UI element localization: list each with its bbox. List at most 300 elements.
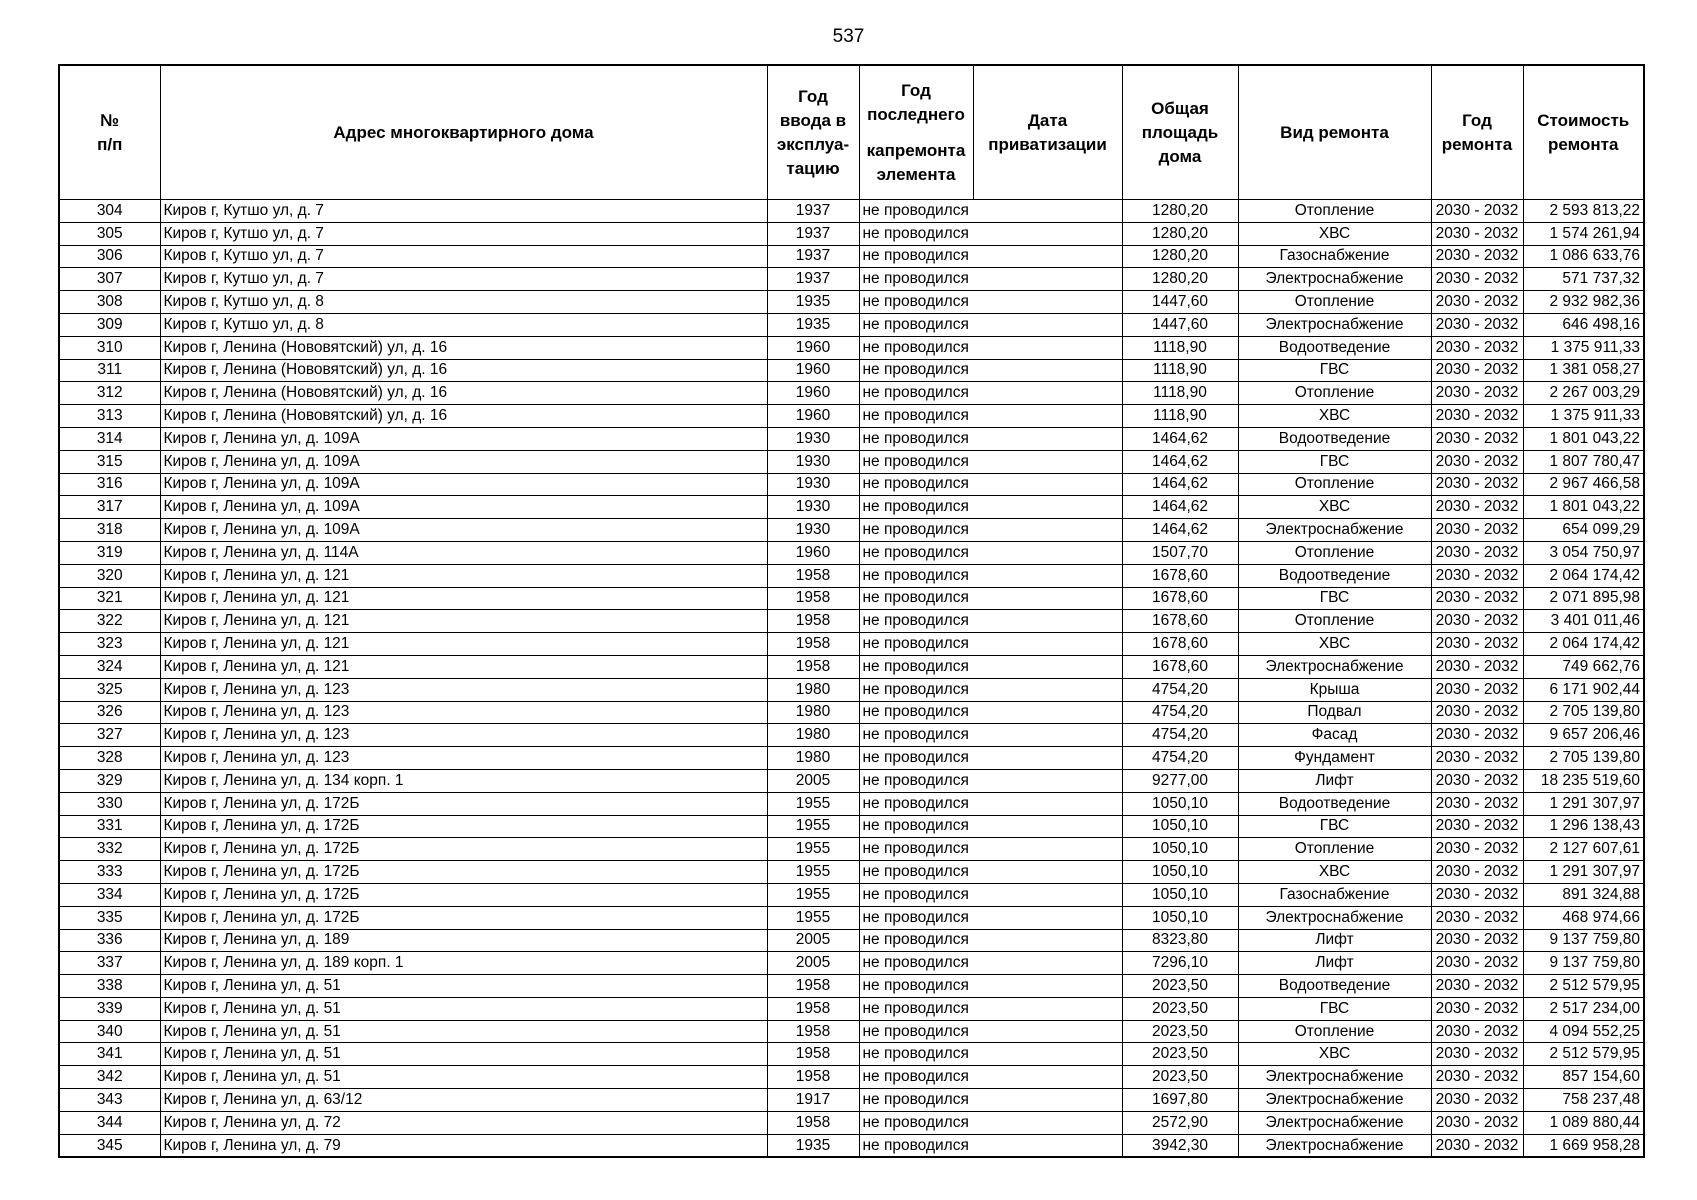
cell-repair-year: 2030 - 2032 <box>1431 655 1523 678</box>
cell-address: Киров г, Ленина ул, д. 79 <box>160 1134 767 1157</box>
cell-area: 1507,70 <box>1122 541 1238 564</box>
cell-number: 323 <box>59 633 160 656</box>
cell-cost: 749 662,76 <box>1523 655 1644 678</box>
cell-repair-type: Электроснабжение <box>1238 1066 1431 1089</box>
table-row <box>59 1134 1644 1157</box>
cell-address: Киров г, Ленина ул, д. 72 <box>160 1111 767 1134</box>
cell-number: 344 <box>59 1111 160 1134</box>
table-row <box>59 382 1644 405</box>
header-line: дома <box>1158 146 1202 166</box>
cell-repair-type: Отопление <box>1238 838 1431 861</box>
cell-repair-year: 2030 - 2032 <box>1431 1089 1523 1112</box>
cell-last-repair: не проводился <box>859 336 973 359</box>
cell-last-repair: не проводился <box>859 792 973 815</box>
cell-year-built: 1930 <box>767 427 859 450</box>
cell-last-repair: не проводился <box>859 222 973 245</box>
cell-area: 4754,20 <box>1122 701 1238 724</box>
table-row <box>59 883 1644 906</box>
cell-area: 2023,50 <box>1122 1043 1238 1066</box>
cell-number: 343 <box>59 1089 160 1112</box>
cell-privatization <box>973 450 1122 473</box>
cell-last-repair: не проводился <box>859 200 973 223</box>
cell-repair-year: 2030 - 2032 <box>1431 701 1523 724</box>
cell-area: 1280,20 <box>1122 245 1238 268</box>
cell-privatization <box>973 359 1122 382</box>
cell-number: 342 <box>59 1066 160 1089</box>
cell-cost: 2 705 139,80 <box>1523 701 1644 724</box>
cell-number: 317 <box>59 496 160 519</box>
cell-area: 1050,10 <box>1122 792 1238 815</box>
cell-last-repair: не проводился <box>859 405 973 428</box>
cell-last-repair: не проводился <box>859 610 973 633</box>
cell-cost: 2 071 895,98 <box>1523 587 1644 610</box>
cell-repair-type: ХВС <box>1238 405 1431 428</box>
table-row <box>59 519 1644 542</box>
cell-repair-type: Электроснабжение <box>1238 268 1431 291</box>
cell-address: Киров г, Ленина ул, д. 51 <box>160 1043 767 1066</box>
cell-year-built: 1930 <box>767 496 859 519</box>
cell-last-repair: не проводился <box>859 1020 973 1043</box>
cell-privatization <box>973 883 1122 906</box>
cell-number: 309 <box>59 313 160 336</box>
table-row <box>59 678 1644 701</box>
cell-repair-year: 2030 - 2032 <box>1431 200 1523 223</box>
cell-number: 339 <box>59 997 160 1020</box>
cell-repair-year: 2030 - 2032 <box>1431 1111 1523 1134</box>
cell-number: 338 <box>59 975 160 998</box>
cell-cost: 3 401 011,46 <box>1523 610 1644 633</box>
table-row <box>59 291 1644 314</box>
cell-last-repair: не проводился <box>859 382 973 405</box>
table-row <box>59 997 1644 1020</box>
cell-area: 1464,62 <box>1122 450 1238 473</box>
cell-year-built: 2005 <box>767 769 859 792</box>
table-row <box>59 405 1644 428</box>
cell-year-built: 1958 <box>767 1043 859 1066</box>
cell-repair-year: 2030 - 2032 <box>1431 1020 1523 1043</box>
cell-privatization <box>973 564 1122 587</box>
cell-privatization <box>973 815 1122 838</box>
cell-address: Киров г, Ленина ул, д. 109А <box>160 473 767 496</box>
header-line: Год <box>798 86 828 106</box>
cell-address: Киров г, Ленина ул, д. 189 <box>160 929 767 952</box>
table-row <box>59 496 1644 519</box>
cell-repair-year: 2030 - 2032 <box>1431 222 1523 245</box>
cell-year-built: 1960 <box>767 336 859 359</box>
cell-area: 1050,10 <box>1122 861 1238 884</box>
cell-number: 305 <box>59 222 160 245</box>
cell-address: Киров г, Ленина ул, д. 121 <box>160 587 767 610</box>
cell-area: 1697,80 <box>1122 1089 1238 1112</box>
cell-number: 313 <box>59 405 160 428</box>
cell-last-repair: не проводился <box>859 1089 973 1112</box>
cell-cost: 1 574 261,94 <box>1523 222 1644 245</box>
cell-number: 314 <box>59 427 160 450</box>
cell-repair-type: Отопление <box>1238 1020 1431 1043</box>
cell-repair-year: 2030 - 2032 <box>1431 359 1523 382</box>
cell-area: 1678,60 <box>1122 564 1238 587</box>
cell-repair-year: 2030 - 2032 <box>1431 610 1523 633</box>
cell-number: 327 <box>59 724 160 747</box>
page-number: 537 <box>832 26 865 47</box>
cell-address: Киров г, Ленина ул, д. 172Б <box>160 792 767 815</box>
cell-privatization <box>973 1066 1122 1089</box>
cell-address: Киров г, Ленина ул, д. 109А <box>160 519 767 542</box>
cell-area: 1050,10 <box>1122 838 1238 861</box>
cell-number: 321 <box>59 587 160 610</box>
cell-area: 1464,62 <box>1122 473 1238 496</box>
cell-cost: 2 932 982,36 <box>1523 291 1644 314</box>
cell-repair-year: 2030 - 2032 <box>1431 245 1523 268</box>
header-line: последнего <box>867 104 965 124</box>
table-row <box>59 336 1644 359</box>
header-line: площадь <box>1141 122 1219 142</box>
cell-address: Киров г, Ленина ул, д. 189 корп. 1 <box>160 952 767 975</box>
table-row <box>59 473 1644 496</box>
cell-area: 9277,00 <box>1122 769 1238 792</box>
cell-number: 329 <box>59 769 160 792</box>
cell-cost: 2 512 579,95 <box>1523 975 1644 998</box>
cell-year-built: 1960 <box>767 541 859 564</box>
table-row <box>59 1066 1644 1089</box>
cell-privatization <box>973 975 1122 998</box>
cell-cost: 1 807 780,47 <box>1523 450 1644 473</box>
cell-repair-year: 2030 - 2032 <box>1431 724 1523 747</box>
header-line: Год <box>901 80 931 100</box>
header-line: Общая <box>1151 98 1209 118</box>
cell-year-built: 1935 <box>767 1134 859 1157</box>
cell-privatization <box>973 610 1122 633</box>
header-year-built <box>767 65 859 200</box>
header-line: ремонта <box>1548 134 1619 154</box>
cell-area: 1118,90 <box>1122 336 1238 359</box>
cell-repair-type: Электроснабжение <box>1238 519 1431 542</box>
cell-area: 1678,60 <box>1122 633 1238 656</box>
cell-area: 1118,90 <box>1122 382 1238 405</box>
cell-number: 322 <box>59 610 160 633</box>
cell-address: Киров г, Ленина (Нововятский) ул, д. 16 <box>160 382 767 405</box>
cell-repair-year: 2030 - 2032 <box>1431 929 1523 952</box>
cell-address: Киров г, Кутшо ул, д. 8 <box>160 291 767 314</box>
cell-privatization <box>973 587 1122 610</box>
cell-address: Киров г, Ленина ул, д. 172Б <box>160 838 767 861</box>
cell-repair-year: 2030 - 2032 <box>1431 952 1523 975</box>
header-last-repair <box>859 65 973 200</box>
cell-last-repair: не проводился <box>859 838 973 861</box>
cell-privatization <box>973 1043 1122 1066</box>
cell-year-built: 1960 <box>767 359 859 382</box>
cell-repair-type: ГВС <box>1238 359 1431 382</box>
cell-privatization <box>973 655 1122 678</box>
cell-year-built: 1958 <box>767 633 859 656</box>
cell-area: 1050,10 <box>1122 883 1238 906</box>
cell-cost: 2 512 579,95 <box>1523 1043 1644 1066</box>
cell-last-repair: не проводился <box>859 313 973 336</box>
cell-privatization <box>973 838 1122 861</box>
cell-cost: 2 064 174,42 <box>1523 564 1644 587</box>
cell-last-repair: не проводился <box>859 929 973 952</box>
cell-cost: 2 267 003,29 <box>1523 382 1644 405</box>
cell-last-repair: не проводился <box>859 724 973 747</box>
cell-number: 307 <box>59 268 160 291</box>
cell-last-repair: не проводился <box>859 678 973 701</box>
header-line: эксплуа- <box>776 134 850 154</box>
cell-repair-year: 2030 - 2032 <box>1431 336 1523 359</box>
cell-number: 345 <box>59 1134 160 1157</box>
cell-year-built: 1980 <box>767 678 859 701</box>
header-line: тацию <box>786 158 840 178</box>
cell-cost: 1 801 043,22 <box>1523 427 1644 450</box>
cell-number: 333 <box>59 861 160 884</box>
cell-privatization <box>973 861 1122 884</box>
cell-cost: 2 127 607,61 <box>1523 838 1644 861</box>
cell-repair-year: 2030 - 2032 <box>1431 883 1523 906</box>
header-cost <box>1523 65 1644 200</box>
cell-repair-year: 2030 - 2032 <box>1431 633 1523 656</box>
header-line: Адрес многоквартирного дома <box>333 122 594 142</box>
cell-number: 340 <box>59 1020 160 1043</box>
header-line: № <box>100 110 120 130</box>
cell-year-built: 1958 <box>767 1020 859 1043</box>
cell-last-repair: не проводился <box>859 564 973 587</box>
cell-address: Киров г, Ленина (Нововятский) ул, д. 16 <box>160 405 767 428</box>
cell-repair-type: Электроснабжение <box>1238 655 1431 678</box>
header-line: ремонта <box>1441 134 1513 154</box>
header-line: п/п <box>97 134 123 154</box>
cell-year-built: 1980 <box>767 747 859 770</box>
cell-cost: 1 086 633,76 <box>1523 245 1644 268</box>
cell-address: Киров г, Кутшо ул, д. 7 <box>160 268 767 291</box>
cell-repair-type: ХВС <box>1238 633 1431 656</box>
cell-area: 1118,90 <box>1122 405 1238 428</box>
table-row <box>59 906 1644 929</box>
cell-repair-year: 2030 - 2032 <box>1431 815 1523 838</box>
cell-cost: 1 801 043,22 <box>1523 496 1644 519</box>
cell-address: Киров г, Ленина ул, д. 63/12 <box>160 1089 767 1112</box>
cell-cost: 1 296 138,43 <box>1523 815 1644 838</box>
cell-last-repair: не проводился <box>859 906 973 929</box>
cell-area: 1118,90 <box>1122 359 1238 382</box>
cell-repair-year: 2030 - 2032 <box>1431 997 1523 1020</box>
cell-cost: 9 137 759,80 <box>1523 929 1644 952</box>
cell-repair-year: 2030 - 2032 <box>1431 291 1523 314</box>
cell-cost: 571 737,32 <box>1523 268 1644 291</box>
cell-repair-year: 2030 - 2032 <box>1431 1134 1523 1157</box>
header-row <box>59 65 1644 200</box>
cell-repair-type: Отопление <box>1238 291 1431 314</box>
cell-year-built: 1930 <box>767 450 859 473</box>
cell-repair-year: 2030 - 2032 <box>1431 427 1523 450</box>
cell-area: 4754,20 <box>1122 724 1238 747</box>
cell-year-built: 1935 <box>767 313 859 336</box>
cell-last-repair: не проводился <box>859 701 973 724</box>
table-row <box>59 450 1644 473</box>
cell-number: 308 <box>59 291 160 314</box>
header-line: Год <box>1462 110 1492 130</box>
cell-area: 1464,62 <box>1122 427 1238 450</box>
cell-repair-type: Отопление <box>1238 541 1431 564</box>
cell-cost: 4 094 552,25 <box>1523 1020 1644 1043</box>
table-row <box>59 359 1644 382</box>
cell-repair-type: Электроснабжение <box>1238 1089 1431 1112</box>
header-line: Дата <box>1027 110 1068 130</box>
cell-repair-year: 2030 - 2032 <box>1431 769 1523 792</box>
cell-privatization <box>973 313 1122 336</box>
cell-privatization <box>973 427 1122 450</box>
cell-repair-year: 2030 - 2032 <box>1431 519 1523 542</box>
cell-repair-year: 2030 - 2032 <box>1431 541 1523 564</box>
cell-address: Киров г, Ленина ул, д. 121 <box>160 655 767 678</box>
cell-last-repair: не проводился <box>859 997 973 1020</box>
cell-year-built: 1955 <box>767 861 859 884</box>
cell-number: 326 <box>59 701 160 724</box>
cell-cost: 2 967 466,58 <box>1523 473 1644 496</box>
cell-cost: 1 291 307,97 <box>1523 861 1644 884</box>
cell-privatization <box>973 336 1122 359</box>
table-row <box>59 564 1644 587</box>
cell-repair-type: ГВС <box>1238 997 1431 1020</box>
cell-area: 2023,50 <box>1122 997 1238 1020</box>
cell-cost: 758 237,48 <box>1523 1089 1644 1112</box>
cell-privatization <box>973 519 1122 542</box>
cell-repair-year: 2030 - 2032 <box>1431 792 1523 815</box>
cell-repair-type: ХВС <box>1238 496 1431 519</box>
cell-year-built: 1980 <box>767 701 859 724</box>
cell-last-repair: не проводился <box>859 1043 973 1066</box>
table-row <box>59 861 1644 884</box>
cell-address: Киров г, Ленина ул, д. 114А <box>160 541 767 564</box>
cell-address: Киров г, Ленина (Нововятский) ул, д. 16 <box>160 336 767 359</box>
header-area <box>1122 65 1238 200</box>
cell-last-repair: не проводился <box>859 1134 973 1157</box>
header-repair-type <box>1238 65 1431 200</box>
cell-cost: 2 705 139,80 <box>1523 747 1644 770</box>
cell-cost: 18 235 519,60 <box>1523 769 1644 792</box>
cell-cost: 857 154,60 <box>1523 1066 1644 1089</box>
cell-address: Киров г, Ленина (Нововятский) ул, д. 16 <box>160 359 767 382</box>
cell-privatization <box>973 541 1122 564</box>
cell-cost: 891 324,88 <box>1523 883 1644 906</box>
cell-privatization <box>973 496 1122 519</box>
cell-privatization <box>973 929 1122 952</box>
cell-repair-type: Фундамент <box>1238 747 1431 770</box>
cell-last-repair: не проводился <box>859 268 973 291</box>
cell-address: Киров г, Ленина ул, д. 51 <box>160 1020 767 1043</box>
table-row <box>59 268 1644 291</box>
cell-cost: 1 089 880,44 <box>1523 1111 1644 1134</box>
cell-number: 315 <box>59 450 160 473</box>
cell-repair-year: 2030 - 2032 <box>1431 473 1523 496</box>
cell-repair-type: ХВС <box>1238 1043 1431 1066</box>
table-row <box>59 792 1644 815</box>
cell-area: 7296,10 <box>1122 952 1238 975</box>
cell-number: 304 <box>59 200 160 223</box>
cell-privatization <box>973 678 1122 701</box>
cell-year-built: 1917 <box>767 1089 859 1112</box>
table-row <box>59 1089 1644 1112</box>
cell-repair-type: Отопление <box>1238 200 1431 223</box>
cell-repair-type: Водоотведение <box>1238 975 1431 998</box>
cell-privatization <box>973 952 1122 975</box>
cell-cost: 646 498,16 <box>1523 313 1644 336</box>
cell-privatization <box>973 1111 1122 1134</box>
cell-repair-year: 2030 - 2032 <box>1431 747 1523 770</box>
header-line: капремонта <box>866 140 966 160</box>
cell-area: 1280,20 <box>1122 200 1238 223</box>
header-line: Стоимость <box>1537 110 1630 130</box>
table-row <box>59 222 1644 245</box>
cell-privatization <box>973 1134 1122 1157</box>
cell-last-repair: не проводился <box>859 291 973 314</box>
cell-last-repair: не проводился <box>859 519 973 542</box>
cell-privatization <box>973 792 1122 815</box>
cell-privatization <box>973 724 1122 747</box>
cell-number: 325 <box>59 678 160 701</box>
table-row <box>59 245 1644 268</box>
cell-repair-year: 2030 - 2032 <box>1431 268 1523 291</box>
cell-year-built: 1958 <box>767 655 859 678</box>
cell-repair-type: Электроснабжение <box>1238 906 1431 929</box>
cell-year-built: 1955 <box>767 838 859 861</box>
cell-area: 1464,62 <box>1122 519 1238 542</box>
cell-area: 4754,20 <box>1122 678 1238 701</box>
cell-privatization <box>973 906 1122 929</box>
cell-number: 334 <box>59 883 160 906</box>
cell-privatization <box>973 473 1122 496</box>
cell-privatization <box>973 245 1122 268</box>
table-row <box>59 815 1644 838</box>
cell-repair-type: ХВС <box>1238 861 1431 884</box>
cell-area: 2023,50 <box>1122 975 1238 998</box>
cell-repair-year: 2030 - 2032 <box>1431 587 1523 610</box>
cell-last-repair: не проводился <box>859 883 973 906</box>
cell-repair-type: Отопление <box>1238 382 1431 405</box>
cell-cost: 2 517 234,00 <box>1523 997 1644 1020</box>
cell-year-built: 1958 <box>767 587 859 610</box>
cell-last-repair: не проводился <box>859 1066 973 1089</box>
table-row <box>59 1111 1644 1134</box>
header-line: Вид ремонта <box>1280 122 1389 142</box>
header-line: элемента <box>876 164 956 184</box>
cell-repair-type: Газоснабжение <box>1238 245 1431 268</box>
cell-address: Киров г, Ленина ул, д. 123 <box>160 724 767 747</box>
cell-last-repair: не проводился <box>859 427 973 450</box>
table-row <box>59 952 1644 975</box>
cell-last-repair: не проводился <box>859 587 973 610</box>
header-address <box>160 65 767 200</box>
cell-repair-type: Водоотведение <box>1238 427 1431 450</box>
cell-year-built: 1958 <box>767 610 859 633</box>
cell-last-repair: не проводился <box>859 496 973 519</box>
cell-address: Киров г, Кутшо ул, д. 7 <box>160 200 767 223</box>
cell-cost: 2 593 813,22 <box>1523 200 1644 223</box>
cell-year-built: 1930 <box>767 519 859 542</box>
cell-repair-type: Газоснабжение <box>1238 883 1431 906</box>
cell-repair-type: ГВС <box>1238 815 1431 838</box>
cell-year-built: 1955 <box>767 906 859 929</box>
cell-address: Киров г, Ленина ул, д. 51 <box>160 1066 767 1089</box>
cell-address: Киров г, Ленина ул, д. 134 корп. 1 <box>160 769 767 792</box>
cell-number: 328 <box>59 747 160 770</box>
cell-address: Киров г, Ленина ул, д. 172Б <box>160 861 767 884</box>
cell-area: 8323,80 <box>1122 929 1238 952</box>
table-row <box>59 313 1644 336</box>
cell-number: 336 <box>59 929 160 952</box>
table-body <box>59 200 1644 1158</box>
cell-address: Киров г, Ленина ул, д. 123 <box>160 678 767 701</box>
table-row <box>59 975 1644 998</box>
cell-year-built: 1958 <box>767 1111 859 1134</box>
